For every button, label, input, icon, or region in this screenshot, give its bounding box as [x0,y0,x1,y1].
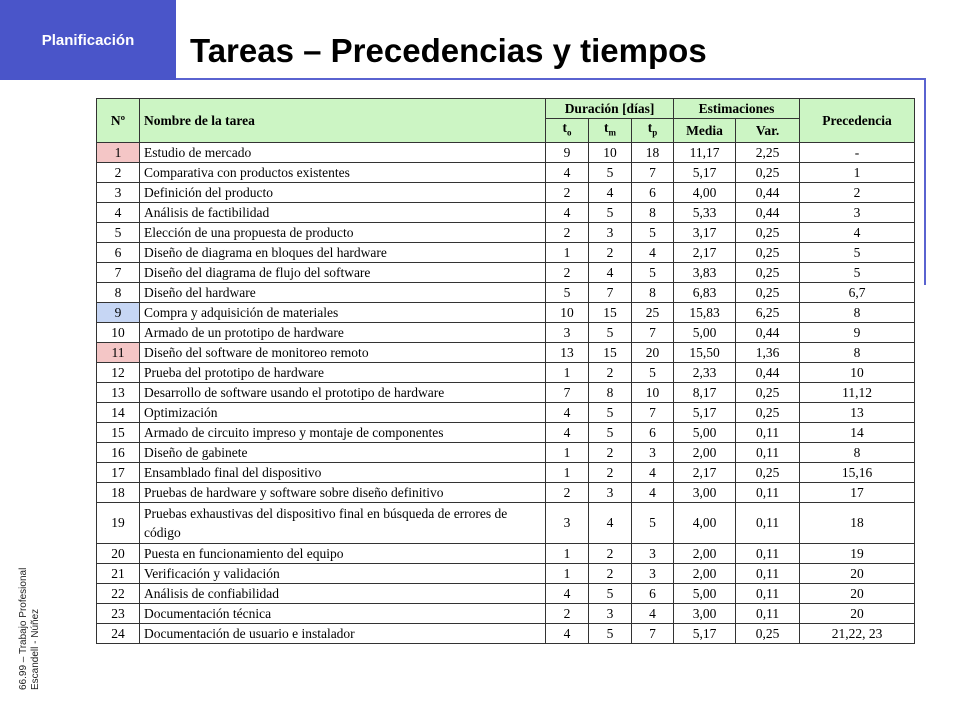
duration-tp: 7 [632,623,674,643]
header-to: $t_o$ [546,119,589,143]
estimate-mean: 5,17 [674,402,736,422]
task-name: Comparativa con productos existentes [140,162,546,182]
duration-to: 2 [546,182,589,202]
duration-tm: 2 [589,462,632,482]
task-name: Diseño de diagrama en bloques del hardware [140,242,546,262]
task-number: 5 [97,222,140,242]
estimate-var: 0,25 [736,222,800,242]
duration-to: 9 [546,142,589,162]
task-precedence: 20 [800,583,915,603]
task-precedence: 18 [800,502,915,543]
task-name: Diseño de gabinete [140,442,546,462]
task-precedence: 6,7 [800,282,915,302]
estimate-var: 0,25 [736,462,800,482]
task-name: Definición del producto [140,182,546,202]
task-precedence: - [800,142,915,162]
estimate-mean: 4,00 [674,182,736,202]
duration-to: 4 [546,422,589,442]
task-precedence: 13 [800,402,915,422]
table-row [97,422,915,442]
task-name: Ensamblado final del dispositivo [140,462,546,482]
task-number: 11 [97,342,140,362]
task-number: 14 [97,402,140,422]
duration-tm: 5 [589,162,632,182]
header-mean: Media [674,119,736,143]
section-tab-label: Planificación [41,32,135,49]
task-name: Verificación y validación [140,563,546,583]
table-row [97,222,915,242]
task-precedence: 17 [800,482,915,502]
estimate-var: 0,11 [736,583,800,603]
duration-tp: 3 [632,442,674,462]
estimate-mean: 6,83 [674,282,736,302]
table-row [97,142,915,162]
estimate-mean: 5,00 [674,322,736,342]
task-number: 8 [97,282,140,302]
title-divider [176,78,926,80]
estimate-mean: 8,17 [674,382,736,402]
duration-tm: 2 [589,563,632,583]
table-row [97,162,915,182]
task-precedence: 8 [800,342,915,362]
header-var: Var. [736,119,800,143]
table-row [97,543,915,563]
duration-tm: 3 [589,222,632,242]
table-row [97,322,915,342]
footer-authors: Escandell - Núñez [30,608,41,690]
table-row [97,563,915,583]
duration-to: 2 [546,262,589,282]
table-row [97,382,915,402]
estimate-var: 0,25 [736,262,800,282]
duration-tm: 5 [589,623,632,643]
estimate-var: 0,11 [736,422,800,442]
section-tab [0,0,176,80]
table-row [97,282,915,302]
task-precedence: 10 [800,362,915,382]
task-number: 22 [97,583,140,603]
duration-tm: 4 [589,182,632,202]
estimate-mean: 3,00 [674,603,736,623]
task-name: Diseño del hardware [140,282,546,302]
estimate-mean: 15,83 [674,302,736,322]
right-divider [924,80,926,285]
duration-to: 13 [546,342,589,362]
duration-to: 7 [546,382,589,402]
duration-to: 2 [546,482,589,502]
task-name: Pruebas de hardware y software sobre diseño definitivo [140,482,546,502]
duration-tm: 2 [589,242,632,262]
duration-tp: 20 [632,342,674,362]
duration-tp: 25 [632,302,674,322]
duration-tp: 3 [632,563,674,583]
task-number: 12 [97,362,140,382]
duration-to: 1 [546,362,589,382]
duration-tp: 4 [632,462,674,482]
table-row [97,302,915,322]
estimate-mean: 2,00 [674,563,736,583]
table-row [97,583,915,603]
table-row [97,182,915,202]
table-row [97,623,915,643]
task-precedence: 8 [800,442,915,462]
task-number: 15 [97,422,140,442]
duration-tm: 2 [589,442,632,462]
footer-credits [18,568,42,690]
estimate-mean: 5,00 [674,422,736,442]
duration-tm: 2 [589,362,632,382]
estimate-mean: 2,00 [674,442,736,462]
duration-tm: 8 [589,382,632,402]
duration-tm: 15 [589,342,632,362]
task-number: 18 [97,482,140,502]
estimate-mean: 11,17 [674,142,736,162]
duration-to: 1 [546,543,589,563]
duration-tp: 8 [632,202,674,222]
duration-tp: 18 [632,142,674,162]
table-row [97,342,915,362]
task-number: 24 [97,623,140,643]
duration-tp: 8 [632,282,674,302]
header-precedence: Precedencia [800,99,915,143]
estimate-mean: 2,33 [674,362,736,382]
duration-tp: 4 [632,242,674,262]
estimate-var: 0,44 [736,202,800,222]
task-number: 19 [97,502,140,543]
table-header [97,99,915,143]
task-precedence: 9 [800,322,915,342]
estimate-var: 0,44 [736,322,800,342]
table-row [97,242,915,262]
task-precedence: 5 [800,262,915,282]
duration-to: 1 [546,462,589,482]
table-row [97,262,915,282]
table-row [97,462,915,482]
duration-to: 10 [546,302,589,322]
duration-tm: 5 [589,322,632,342]
task-precedence: 4 [800,222,915,242]
header-estimates: Estimaciones [674,99,800,119]
slide-title: Tareas – Precedencias y tiempos [190,32,707,69]
estimate-var: 0,25 [736,242,800,262]
duration-to: 3 [546,502,589,543]
task-number: 2 [97,162,140,182]
duration-tm: 5 [589,402,632,422]
task-name: Puesta en funcionamiento del equipo [140,543,546,563]
task-precedence: 20 [800,563,915,583]
table-row [97,402,915,422]
duration-tm: 10 [589,142,632,162]
duration-to: 1 [546,442,589,462]
task-precedence: 3 [800,202,915,222]
task-name: Compra y adquisición de materiales [140,302,546,322]
task-precedence: 8 [800,302,915,322]
header-tm: $t_m$ [589,119,632,143]
task-precedence: 5 [800,242,915,262]
estimate-var: 0,25 [736,623,800,643]
estimate-var: 0,11 [736,603,800,623]
estimate-var: 0,44 [736,182,800,202]
table-row [97,603,915,623]
duration-to: 3 [546,322,589,342]
estimate-var: 6,25 [736,302,800,322]
duration-tp: 7 [632,322,674,342]
estimate-mean: 3,83 [674,262,736,282]
task-name: Análisis de factibilidad [140,202,546,222]
estimate-mean: 5,17 [674,162,736,182]
duration-tm: 2 [589,543,632,563]
task-number: 17 [97,462,140,482]
task-name: Documentación de usuario e instalador [140,623,546,643]
table-row [97,202,915,222]
duration-tp: 4 [632,603,674,623]
duration-tm: 3 [589,603,632,623]
estimate-var: 0,11 [736,502,800,543]
table-row [97,362,915,382]
task-precedence: 20 [800,603,915,623]
duration-to: 4 [546,583,589,603]
task-precedence: 2 [800,182,915,202]
task-name: Diseño del diagrama de flujo del software [140,262,546,282]
task-number: 7 [97,262,140,282]
estimate-var: 0,25 [736,402,800,422]
duration-tp: 5 [632,502,674,543]
estimate-var: 1,36 [736,342,800,362]
footer-course: 66.99 – Trabajo Profesional [18,567,29,690]
duration-tp: 6 [632,422,674,442]
task-number: 20 [97,543,140,563]
task-name: Estudio de mercado [140,142,546,162]
estimate-mean: 2,00 [674,543,736,563]
table-row [97,442,915,462]
task-number: 16 [97,442,140,462]
duration-tm: 15 [589,302,632,322]
estimate-var: 0,25 [736,382,800,402]
estimate-mean: 3,17 [674,222,736,242]
task-number: 13 [97,382,140,402]
duration-to: 4 [546,623,589,643]
header-duration: Duración [días] [546,99,674,119]
task-number: 6 [97,242,140,262]
duration-tp: 6 [632,583,674,603]
task-precedence: 21,22, 23 [800,623,915,643]
estimate-mean: 3,00 [674,482,736,502]
duration-to: 5 [546,282,589,302]
duration-tp: 5 [632,262,674,282]
duration-tp: 5 [632,362,674,382]
task-number: 1 [97,142,140,162]
estimate-mean: 15,50 [674,342,736,362]
duration-tm: 4 [589,262,632,282]
duration-tm: 7 [589,282,632,302]
task-name: Diseño del software de monitoreo remoto [140,342,546,362]
task-number: 21 [97,563,140,583]
duration-tp: 6 [632,182,674,202]
task-number: 4 [97,202,140,222]
task-precedence: 19 [800,543,915,563]
header-tp: $t_p$ [632,119,674,143]
header-num: Nº [97,99,140,143]
estimate-mean: 5,17 [674,623,736,643]
task-name: Optimización [140,402,546,422]
duration-tp: 7 [632,162,674,182]
duration-to: 1 [546,563,589,583]
estimate-var: 0,11 [736,482,800,502]
table-body [97,142,915,643]
duration-tp: 10 [632,382,674,402]
task-name: Elección de una propuesta de producto [140,222,546,242]
task-name: Análisis de confiabilidad [140,583,546,603]
task-name: Armado de circuito impreso y montaje de componentes [140,422,546,442]
duration-to: 4 [546,202,589,222]
duration-tm: 3 [589,482,632,502]
estimate-mean: 5,00 [674,583,736,603]
estimate-var: 0,25 [736,282,800,302]
duration-to: 2 [546,603,589,623]
task-name: Prueba del prototipo de hardware [140,362,546,382]
duration-tp: 7 [632,402,674,422]
task-name: Documentación técnica [140,603,546,623]
estimate-var: 0,11 [736,543,800,563]
estimate-var: 2,25 [736,142,800,162]
table-row [97,502,915,543]
duration-tm: 5 [589,202,632,222]
estimate-var: 0,44 [736,362,800,382]
task-precedence: 15,16 [800,462,915,482]
task-number: 23 [97,603,140,623]
duration-tm: 5 [589,422,632,442]
duration-tp: 4 [632,482,674,502]
estimate-mean: 4,00 [674,502,736,543]
estimate-mean: 5,33 [674,202,736,222]
duration-to: 2 [546,222,589,242]
task-number: 3 [97,182,140,202]
duration-to: 4 [546,402,589,422]
task-precedence: 11,12 [800,382,915,402]
task-number: 9 [97,302,140,322]
duration-tm: 4 [589,502,632,543]
duration-to: 1 [546,242,589,262]
duration-tp: 3 [632,543,674,563]
duration-tm: 5 [589,583,632,603]
header-name: Nombre de la tarea [140,99,546,143]
estimate-var: 0,11 [736,563,800,583]
task-name: Desarrollo de software usando el prototipo de hardware [140,382,546,402]
estimate-var: 0,11 [736,442,800,462]
estimate-mean: 2,17 [674,462,736,482]
task-precedence: 1 [800,162,915,182]
tasks-table [96,98,915,644]
task-number: 10 [97,322,140,342]
table-row [97,482,915,502]
estimate-var: 0,25 [736,162,800,182]
task-name: Pruebas exhaustivas del dispositivo final en búsqueda de errores de código [140,502,546,543]
duration-tp: 5 [632,222,674,242]
task-precedence: 14 [800,422,915,442]
estimate-mean: 2,17 [674,242,736,262]
duration-to: 4 [546,162,589,182]
task-name: Armado de un prototipo de hardware [140,322,546,342]
